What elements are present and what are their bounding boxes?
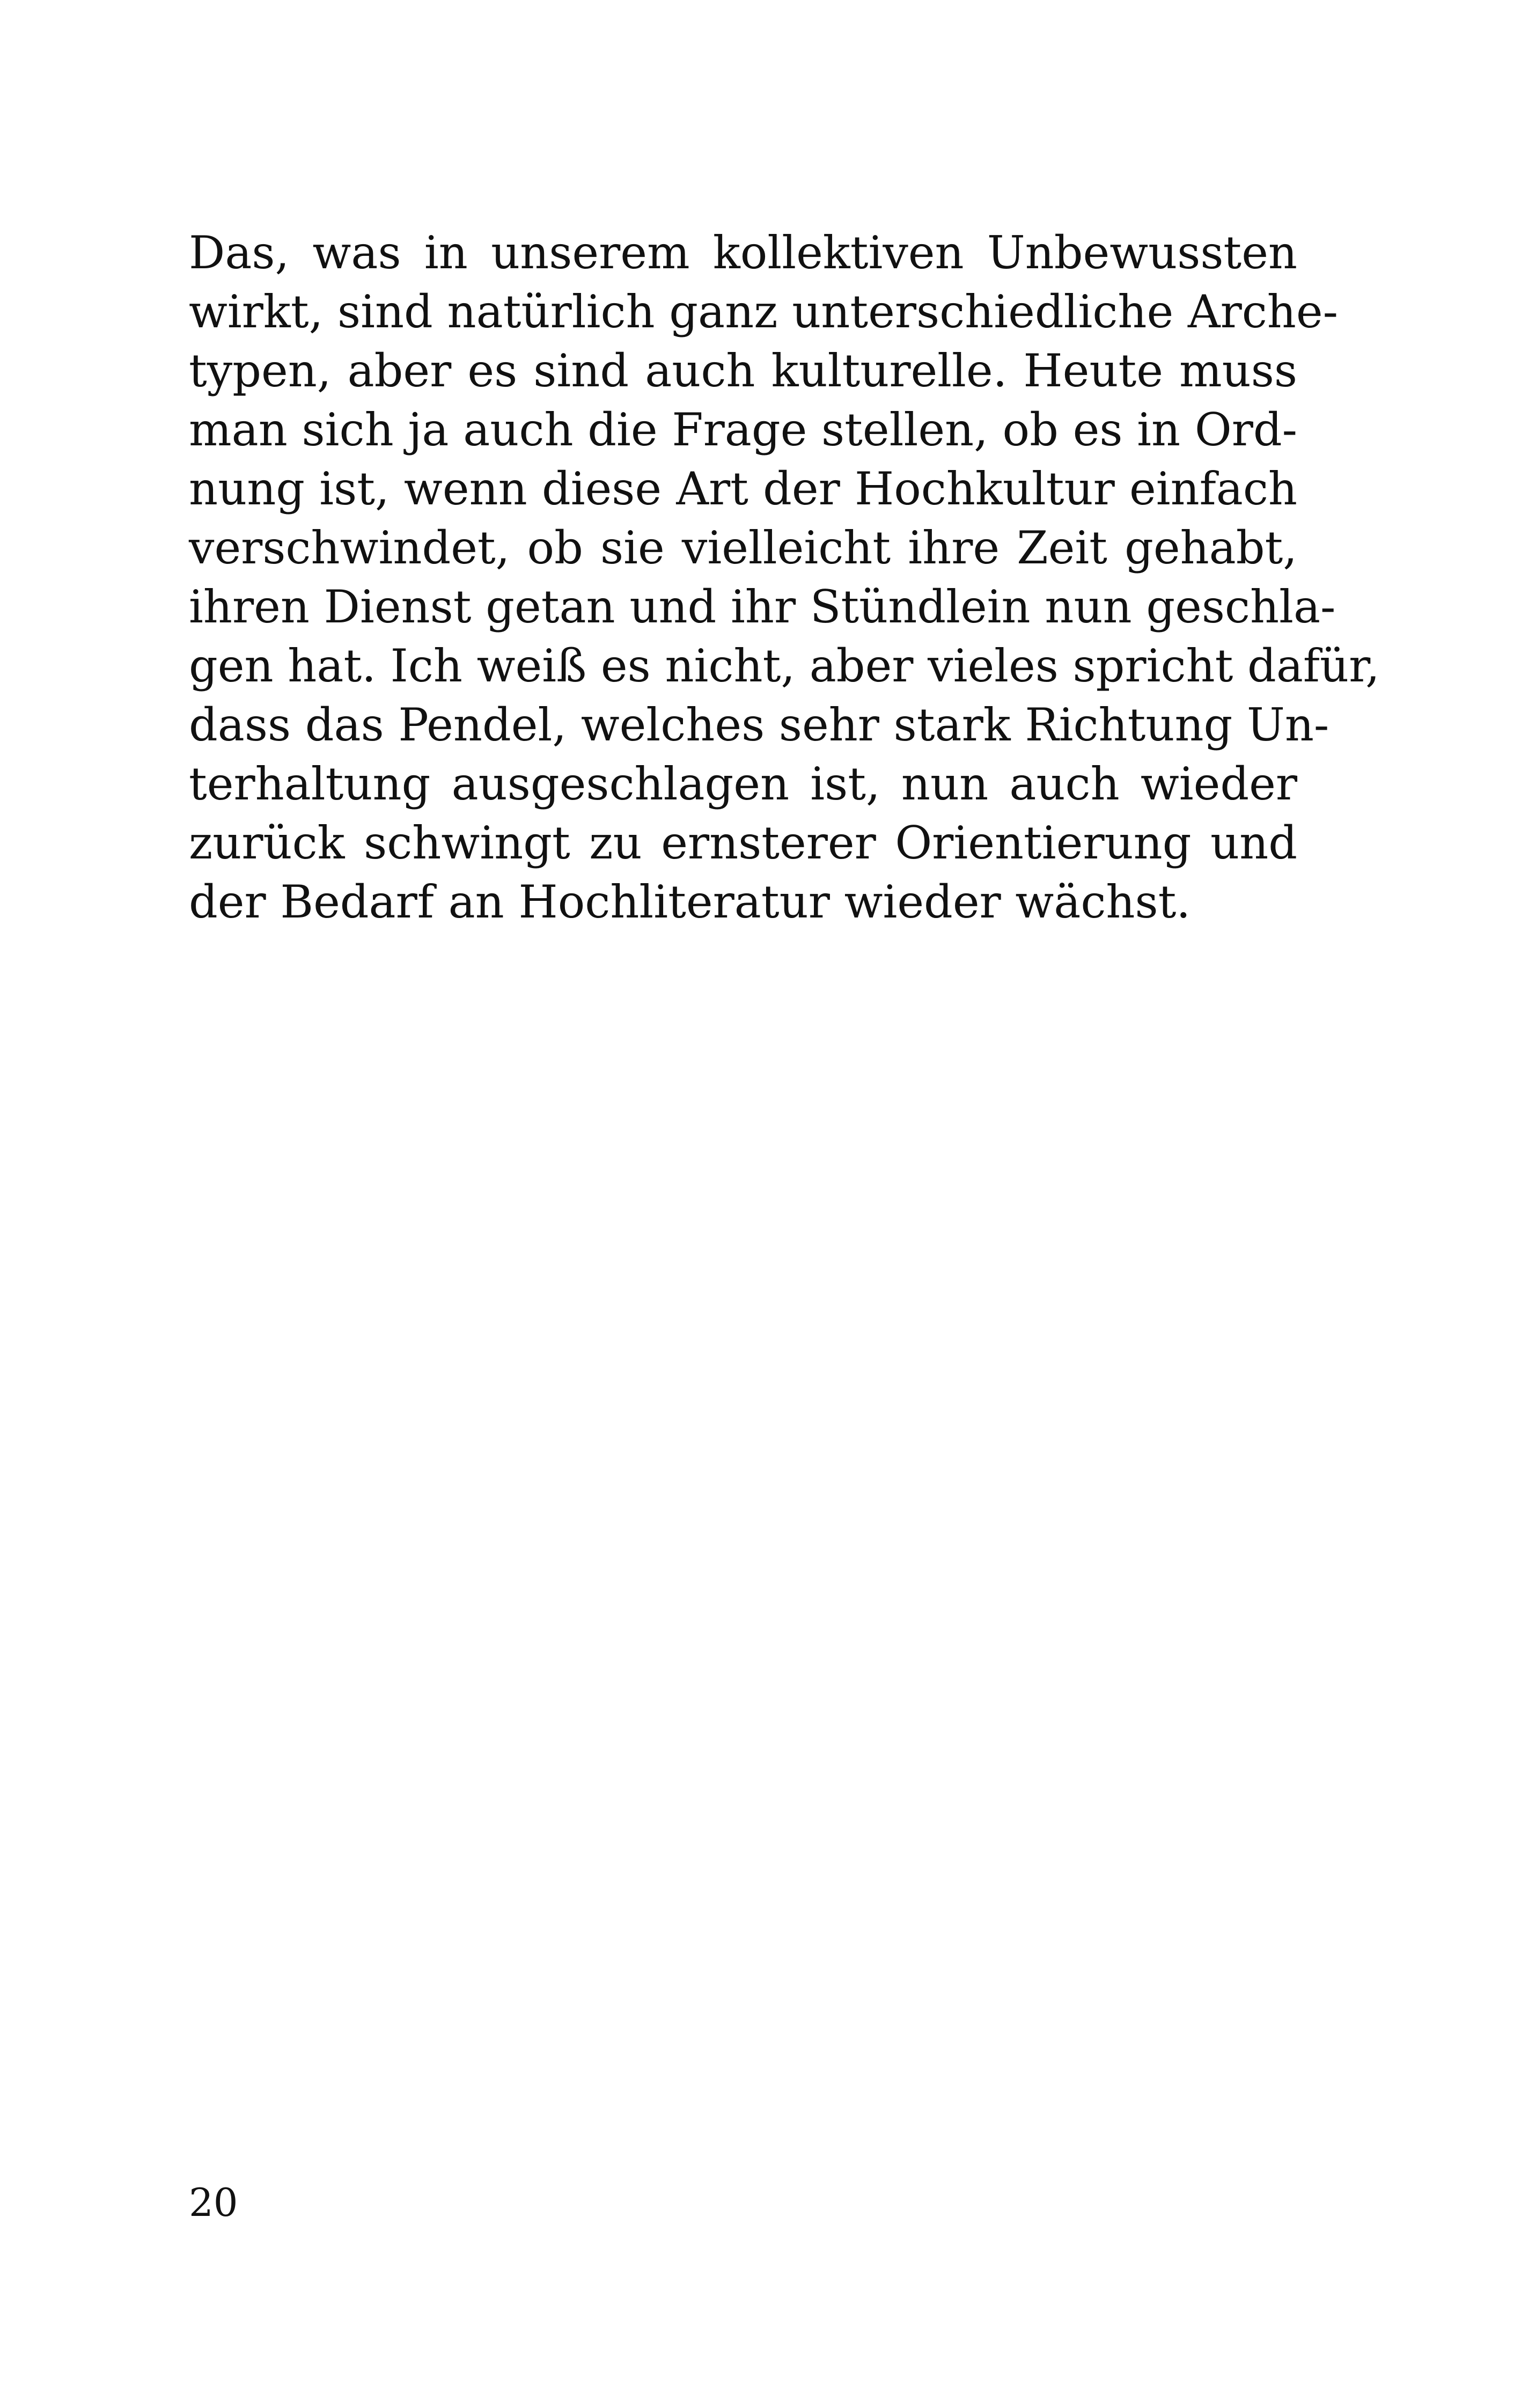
text-line: zurück schwingt zu ernsterer Orientierung und bbox=[189, 817, 1297, 869]
body-paragraph bbox=[189, 223, 1380, 931]
text-line: verschwindet, ob sie vielleicht ihre Zeit gehabt, bbox=[189, 522, 1297, 574]
text-line: der Bedarf an Hochliteratur wieder wächst. bbox=[189, 876, 1191, 928]
text-line: typen, aber es sind auch kulturelle. Heute muss bbox=[189, 344, 1297, 397]
text-line: nung ist, wenn diese Art der Hochkultur einfach bbox=[189, 462, 1297, 515]
text-line: ihren Dienst getan und ihr Stündlein nun geschla- bbox=[189, 581, 1336, 633]
text-line: man sich ja auch die Frage stellen, ob es in Ord- bbox=[189, 403, 1297, 456]
text-line: wirkt, sind natürlich ganz unterschiedliche Arche- bbox=[189, 285, 1338, 338]
text-line: gen hat. Ich weiß es nicht, aber vieles spricht dafür, bbox=[189, 640, 1380, 692]
page-number: 20 bbox=[189, 2180, 238, 2225]
text-line: dass das Pendel, welches sehr stark Richtung Un- bbox=[189, 699, 1329, 751]
text-line: terhaltung ausgeschlagen ist, nun auch wieder bbox=[189, 758, 1297, 810]
text-line: Das, was in unserem kollektiven Unbewussten bbox=[189, 226, 1297, 279]
